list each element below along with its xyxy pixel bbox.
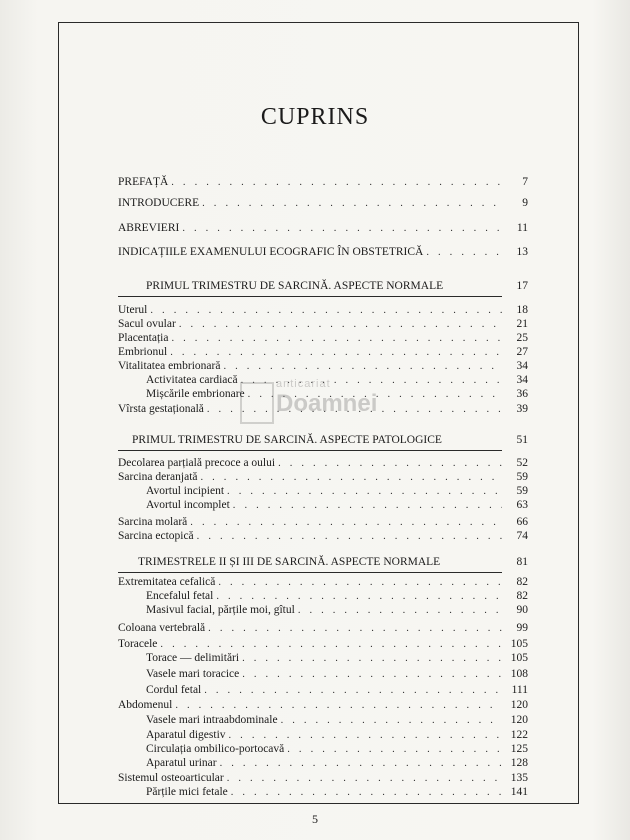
- watermark-text-large: Doamnei: [276, 390, 378, 417]
- section-title: PRIMUL TRIMESTRU DE SARCINĂ. ASPECTE PATOLOGICE: [132, 434, 442, 446]
- entry-label: Sarcina molară: [118, 516, 188, 528]
- entry-label: Toracele: [118, 638, 158, 650]
- toc-subentry: [146, 499, 528, 511]
- entry-page: 66: [516, 516, 528, 528]
- entry-page: 141: [510, 786, 528, 798]
- entry-page: 39: [516, 403, 528, 415]
- toc-entry: [118, 360, 528, 372]
- entry-label: Vasele mari intraabdominale: [146, 714, 278, 726]
- entry-label: Uterul: [118, 304, 148, 316]
- entry-page: 34: [516, 374, 528, 386]
- entry-label: Placentația: [118, 332, 169, 344]
- entry-page: 74: [516, 530, 528, 542]
- toc-subentry: [146, 485, 528, 497]
- toc-entry: [118, 638, 528, 650]
- entry-page: 36: [516, 388, 528, 400]
- entry-label: Encefalul fetal: [146, 590, 214, 602]
- section-page: 17: [516, 280, 528, 292]
- toc-subentry: [146, 652, 528, 664]
- entry-page: 25: [516, 332, 528, 344]
- toc-entry: [118, 516, 528, 528]
- entry-label: Circulația ombilico-portocavă: [146, 743, 285, 755]
- entry-page: 108: [510, 668, 528, 680]
- entry-page: 105: [510, 652, 528, 664]
- toc-entry-introducere: [118, 197, 528, 209]
- section-divider: [118, 572, 502, 573]
- toc-entry-prefata: [118, 176, 528, 188]
- entry-label: Vîrsta gestațională: [118, 403, 204, 415]
- entry-page: 135: [510, 772, 528, 784]
- entry-page: 13: [516, 246, 528, 258]
- entry-label: Aparatul urinar: [146, 757, 217, 769]
- entry-label: Extremitatea cefalică: [118, 576, 216, 588]
- entry-label: Embrionul: [118, 346, 168, 358]
- section-title: TRIMESTRELE II ȘI III DE SARCINĂ. ASPECTE NORMALE: [138, 556, 441, 568]
- entry-label: Coloana vertebrală: [118, 622, 206, 634]
- toc-entry-abrevieri: [118, 222, 528, 234]
- entry-page: 52: [516, 457, 528, 469]
- entry-page: 90: [516, 604, 528, 616]
- watermark-frame-icon: [240, 382, 274, 424]
- toc-subentry: [146, 604, 528, 616]
- toc-subentry: [146, 590, 528, 602]
- entry-label: Torace — delimitări: [146, 652, 240, 664]
- toc-entry: [118, 576, 528, 588]
- entry-page: 105: [510, 638, 528, 650]
- entry-page: 59: [516, 471, 528, 483]
- section-title: PRIMUL TRIMESTRU DE SARCINĂ. ASPECTE NORMALE: [146, 280, 444, 292]
- toc-entry: [118, 772, 528, 784]
- entry-label: Sacul ovular: [118, 318, 176, 330]
- entry-page: 11: [516, 222, 528, 234]
- entry-page: 111: [511, 684, 528, 696]
- entry-label: Părțile mici fetale: [146, 786, 228, 798]
- entry-page: 125: [510, 743, 528, 755]
- section-heading-1: [146, 280, 528, 292]
- toc-subentry: [146, 786, 528, 798]
- section-page: 51: [516, 434, 528, 446]
- entry-label: Vasele mari toracice: [146, 668, 240, 680]
- entry-label: Mișcările embrionare: [146, 388, 245, 400]
- section-page: 81: [516, 556, 528, 568]
- entry-page: 122: [510, 729, 528, 741]
- entry-label: Masivul facial, părțile moi, gîtul: [146, 604, 295, 616]
- entry-label: Cordul fetal: [146, 684, 202, 696]
- toc-entry-indicatiile: [118, 246, 528, 258]
- toc-entry: [118, 318, 528, 330]
- entry-label: Vitalitatea embrionară: [118, 360, 221, 372]
- toc-subentry: [146, 714, 528, 726]
- watermark-logo: [240, 378, 400, 424]
- toc-entry: [118, 699, 528, 711]
- section-divider: [118, 296, 502, 297]
- entry-page: 9: [522, 197, 528, 209]
- entry-label: INDICAȚIILE EXAMENULUI ECOGRAFIC ÎN OBSTETRICĂ: [118, 246, 424, 258]
- toc-entry: [118, 332, 528, 344]
- entry-label: Abdomenul: [118, 699, 173, 711]
- toc-subentry: [146, 743, 528, 755]
- entry-label: Decolarea parțială precoce a oului: [118, 457, 276, 469]
- toc-subentry: [146, 757, 528, 769]
- entry-label: INTRODUCERE: [118, 197, 200, 209]
- entry-label: Avortul incomplet: [146, 499, 230, 511]
- toc-entry: [118, 530, 528, 542]
- toc-subentry: [146, 668, 528, 680]
- toc-entry: [118, 457, 528, 469]
- entry-label: Sarcina deranjată: [118, 471, 198, 483]
- entry-page: 82: [516, 590, 528, 602]
- toc-subentry: [146, 684, 528, 696]
- entry-page: 99: [516, 622, 528, 634]
- entry-page: 18: [516, 304, 528, 316]
- entry-label: ABREVIERI: [118, 222, 180, 234]
- toc-entry: [118, 346, 528, 358]
- toc-entry: [118, 622, 528, 634]
- toc-entry: [118, 304, 528, 316]
- section-heading-2: [132, 434, 528, 446]
- entry-page: 82: [516, 576, 528, 588]
- entry-page: 120: [510, 699, 528, 711]
- section-heading-3: [138, 556, 528, 568]
- entry-label: PREFAȚĂ: [118, 176, 169, 188]
- entry-page: 27: [516, 346, 528, 358]
- entry-page: 63: [516, 499, 528, 511]
- entry-label: Aparatul digestiv: [146, 729, 226, 741]
- entry-page: 21: [516, 318, 528, 330]
- entry-label: Sarcina ectopică: [118, 530, 194, 542]
- entry-label: Avortul incipient: [146, 485, 225, 497]
- entry-page: 7: [522, 176, 528, 188]
- entry-page: 59: [516, 485, 528, 497]
- entry-label: Sistemul osteoarticular: [118, 772, 224, 784]
- toc-subentry: [146, 729, 528, 741]
- entry-page: 120: [510, 714, 528, 726]
- toc-entry: [118, 471, 528, 483]
- toc-title: CUPRINS: [260, 104, 370, 130]
- page-number: 5: [312, 812, 318, 826]
- entry-label: Activitatea cardiacă: [146, 374, 238, 386]
- watermark-text-small: anticariat: [276, 378, 331, 390]
- section-divider: [118, 450, 502, 451]
- entry-page: 34: [516, 360, 528, 372]
- entry-page: 128: [510, 757, 528, 769]
